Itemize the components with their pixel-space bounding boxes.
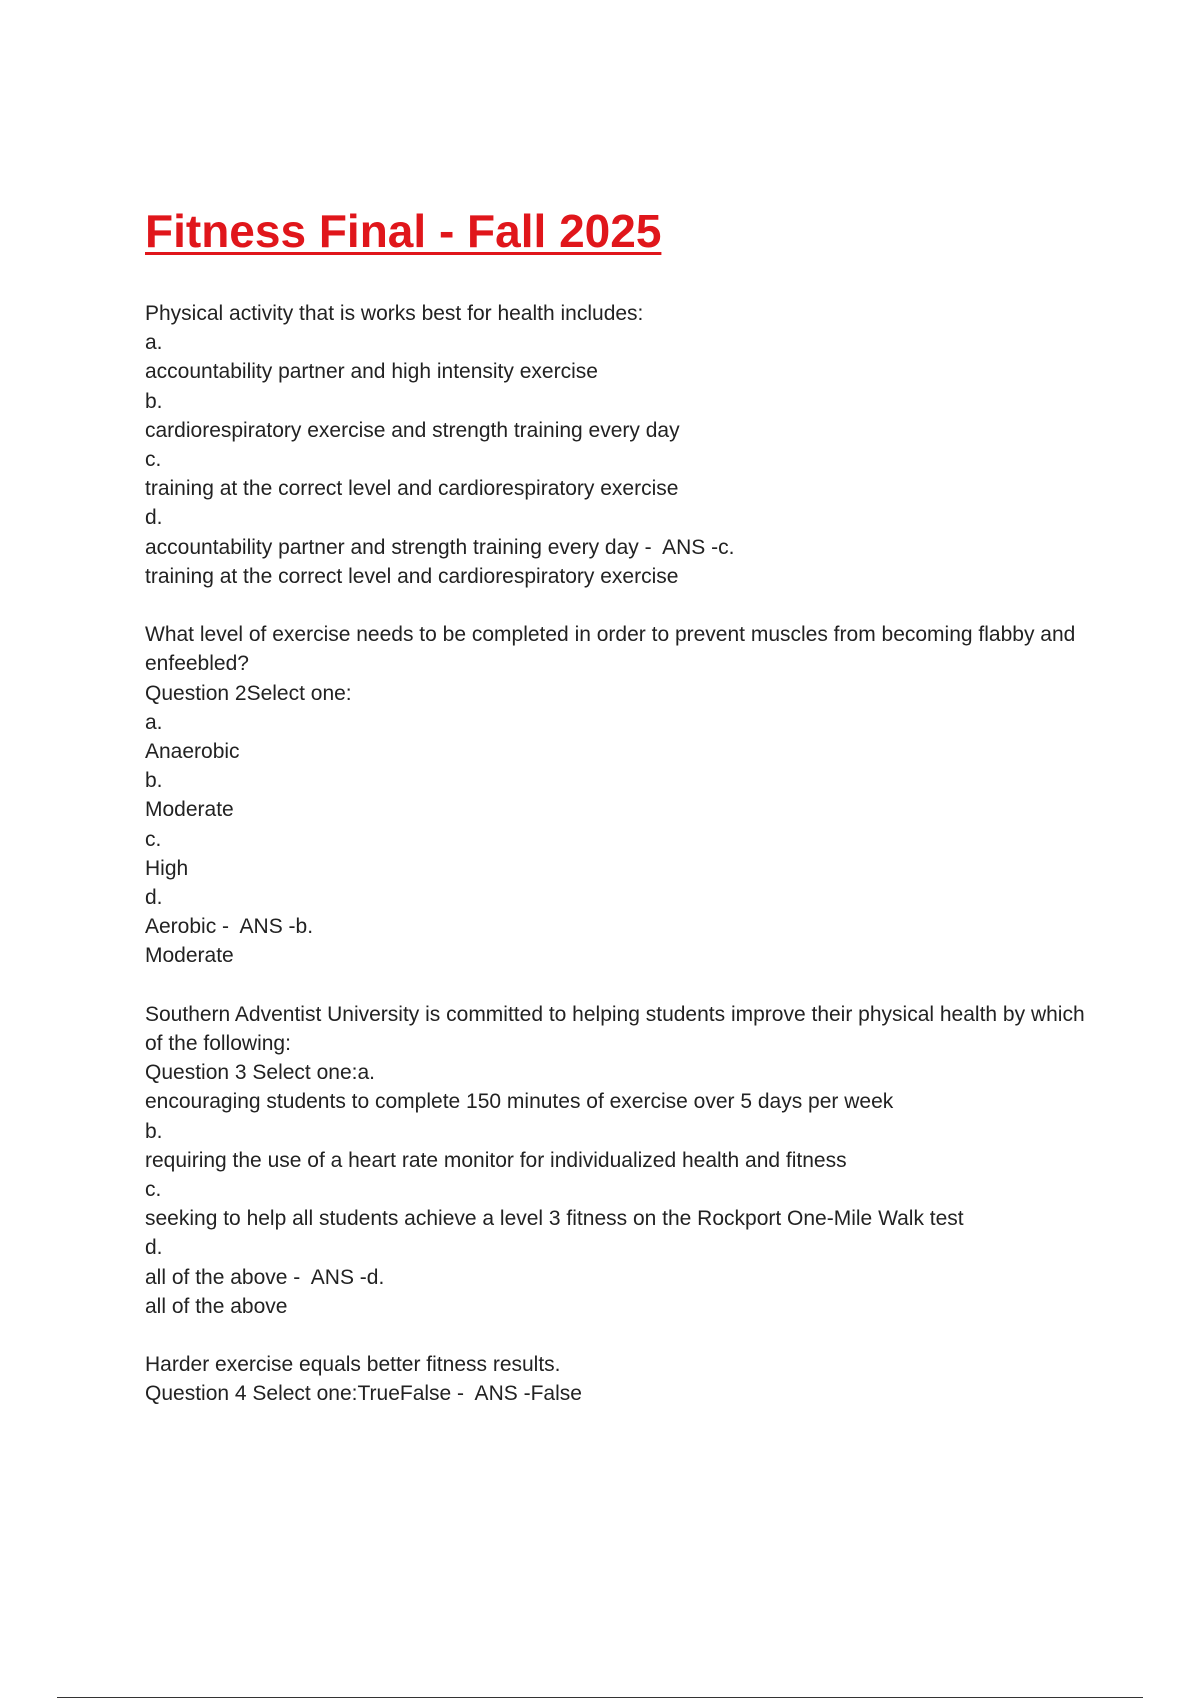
question-1-line: training at the correct level and cardiorespiratory exercise — [145, 477, 679, 501]
question-3-line: encouraging students to complete 150 minutes of exercise over 5 days per week — [145, 1090, 894, 1114]
question-3-line: seeking to help all students achieve a level 3 fitness on the Rockport One-Mile Walk test — [145, 1207, 964, 1231]
document-body — [145, 299, 1105, 1409]
question-3-line: all of the above - ANS -d. — [145, 1265, 385, 1289]
page-divider — [57, 1697, 1143, 1698]
paragraph-gap — [145, 971, 1105, 1000]
question-1-line: d. — [145, 506, 163, 530]
question-4-line: Question 4 Select one:TrueFalse - ANS -False — [145, 1382, 582, 1406]
question-3-line: Question 3 Select one:a. — [145, 1061, 375, 1085]
paragraph-gap — [145, 591, 1105, 620]
question-1-line: accountability partner and high intensity exercise — [145, 360, 598, 384]
question-3-line: all of the above — [145, 1294, 288, 1318]
question-2-line: a. — [145, 710, 163, 734]
question-2-line: c. — [145, 827, 162, 851]
question-3-line: c. — [145, 1178, 162, 1202]
question-block-1 — [145, 299, 1105, 591]
question-1-line: a. — [145, 331, 163, 355]
question-2-line: Moderate — [145, 944, 234, 968]
paragraph-gap — [145, 1321, 1105, 1350]
page-title: Fitness Final - Fall 2025 — [145, 205, 662, 257]
question-1-line: training at the correct level and cardiorespiratory exercise — [145, 564, 679, 588]
question-2-line: b. — [145, 769, 163, 793]
question-3-line: Southern Adventist University is committed to helping students improve their physical health by which of the following: — [145, 1002, 1091, 1056]
question-block-3 — [145, 1000, 1105, 1321]
question-2-line: d. — [145, 886, 163, 910]
question-2-line: Moderate — [145, 798, 234, 822]
question-block-4 — [145, 1350, 1105, 1408]
question-2-line: Question 2Select one: — [145, 681, 352, 705]
question-3-line: d. — [145, 1236, 163, 1260]
question-1-line: Physical activity that is works best for health includes: — [145, 302, 644, 325]
question-1-line: c. — [145, 448, 162, 472]
question-4-line: Harder exercise equals better fitness results. — [145, 1353, 561, 1377]
question-1-line: b. — [145, 389, 163, 413]
question-1-line: cardiorespiratory exercise and strength training every day — [145, 418, 680, 442]
question-3-line: b. — [145, 1119, 163, 1143]
question-2-line: What level of exercise needs to be completed in order to prevent muscles from becoming flabby and enfeebled? — [145, 623, 1082, 676]
question-3-line: requiring the use of a heart rate monitor for individualized health and fitness — [145, 1148, 847, 1172]
question-2-line: High — [145, 856, 189, 880]
question-2-line: Anaerobic — [145, 740, 240, 764]
question-block-2 — [145, 620, 1105, 970]
question-2-line: Aerobic - ANS -b. — [145, 915, 314, 939]
question-1-line: accountability partner and strength training every day - ANS -c. — [145, 535, 735, 559]
